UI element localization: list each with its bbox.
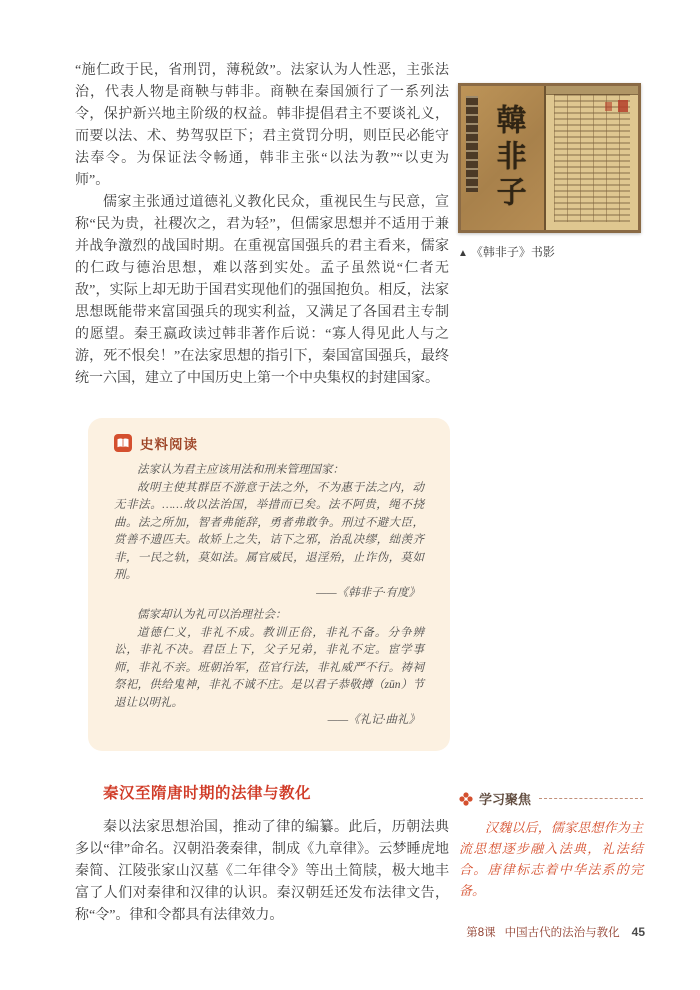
learning-focus-header: [459, 789, 643, 808]
flower-icon: [459, 792, 473, 806]
learning-focus-title: 学习聚焦: [479, 792, 532, 807]
focus-dashed-rule: [539, 798, 643, 799]
learning-focus-text: 汉魏以后，儒家思想作为主流思想逐步融入法典，礼法结合。唐律标志着中华法系的完备。: [459, 820, 643, 898]
footer-page-number: 45: [631, 925, 645, 939]
caption-text: 《韩非子》书影: [470, 245, 555, 259]
reading-intro-legalism: 法家认为君主应该用法和刑来管理国家：: [137, 464, 344, 476]
book-text-page: [544, 86, 638, 230]
paragraph-confucianism: 儒家主张通过道德礼义教化民众，重视民生与民意，宣称“民为贵，社稷次之，君为轻”，但儒家思想并不适用于兼并战争激烈的战国时期。在重视富国强兵的君主看来，儒家的仁政与德治思想，难以落到实处。孟子虽然说“仁者无敌”，实际上却无助于国君实现他们的强国抱负。相反，法家思想既能带来富国强兵的现实利益，又满足了各国君主专制的愿望。秦王嬴政读过韩非著作后说：“寡人得见此人与之游，死不恨矣！”在法家思想的指引下，秦国富国强兵，最终统一六国，建立了中国历史上第一个中央集权的封建国家。: [75, 195, 449, 386]
book-label-strip: [466, 96, 478, 192]
section-heading: 秦汉至隋唐时期的法律与教化: [103, 784, 312, 802]
paragraph-legalism: “施仁政于民，省刑罚，薄税敛”。法家认为人性恶，主张法治，代表人物是商鞅与韩非。商鞅在秦国颁行了一系列法令，保护新兴地主阶级的权益。韩非提倡君主不要谈礼义，而要以法、术、势驾驭臣下；君主赏罚分明，则臣民必能守法奉令。为保证法令畅通，韩非主张“以法为教”“以吏为师”。: [75, 63, 449, 188]
learning-focus-box: [459, 789, 643, 901]
reading-box-header: [114, 433, 424, 453]
red-seal-stamp: [618, 100, 628, 112]
reading-intro-confucian: 儒家却认为礼可以治理社会：: [137, 609, 287, 621]
book-page-text-columns: [554, 94, 630, 222]
footer-lesson-title: 中国古代的法治与教化: [504, 927, 620, 939]
reading-box-title: 史料阅读: [140, 437, 198, 452]
main-text-column: [75, 60, 449, 927]
caption-triangle-marker: ▲: [458, 248, 468, 259]
quote-liji: 道德仁义，非礼不成。教训正俗，非礼不备。分争辨讼，非礼不决。君臣上下，父子兄弟，非礼不定。宦学事师，非礼不亲。班朝治军，莅官行法，非礼威严不行。祷祠祭祀，供给鬼神，非礼不诚不庄。是以君子恭敬撙（zūn）节退让以明礼。: [114, 626, 424, 709]
figure-caption: [458, 243, 555, 260]
red-seal-stamp-small: [605, 102, 612, 111]
footer-lesson-number: 第8课: [466, 927, 496, 939]
open-book-icon: [114, 434, 132, 452]
page-footer: [466, 924, 645, 940]
book-title-calligraphy: 韓非子: [491, 104, 525, 212]
paragraph-qin-han-law: 秦以法家思想治国，推动了律的编纂。此后，历朝法典多以“律”命名。汉朝沿袭秦律，制成《九章律》。云梦睡虎地秦简、江陵张家山汉墓《二年律令》等出土简牍，极大地丰富了人们对秦律和汉律的认识。秦汉朝廷还发布法律文告，称“令”。律和令都具有法律效力。: [75, 819, 449, 923]
quote-source-liji: ——《礼记·曲礼》: [327, 714, 420, 726]
quote-source-hanfeizi: ——《韩非子·有度》: [316, 586, 420, 599]
quote-hanfeizi: 故明主使其群臣不游意于法之外，不为惠于法之内，动无非法。……故以法治国，举措而已矣。法不阿贵，绳不挠曲。法之所加，智者弗能辞，勇者弗敢争。刑过不避大臣，赏善不遗匹夫。故矫上之失，诘下之邪，治乱决缪，绌羡齐非，一民之轨，莫如法。属官威民，退淫殆，止诈伪，莫如刑。: [114, 481, 424, 581]
historical-reading-box: [88, 418, 450, 751]
hanfeizi-book-photo: [458, 83, 641, 233]
book-cover-page: [461, 86, 544, 230]
